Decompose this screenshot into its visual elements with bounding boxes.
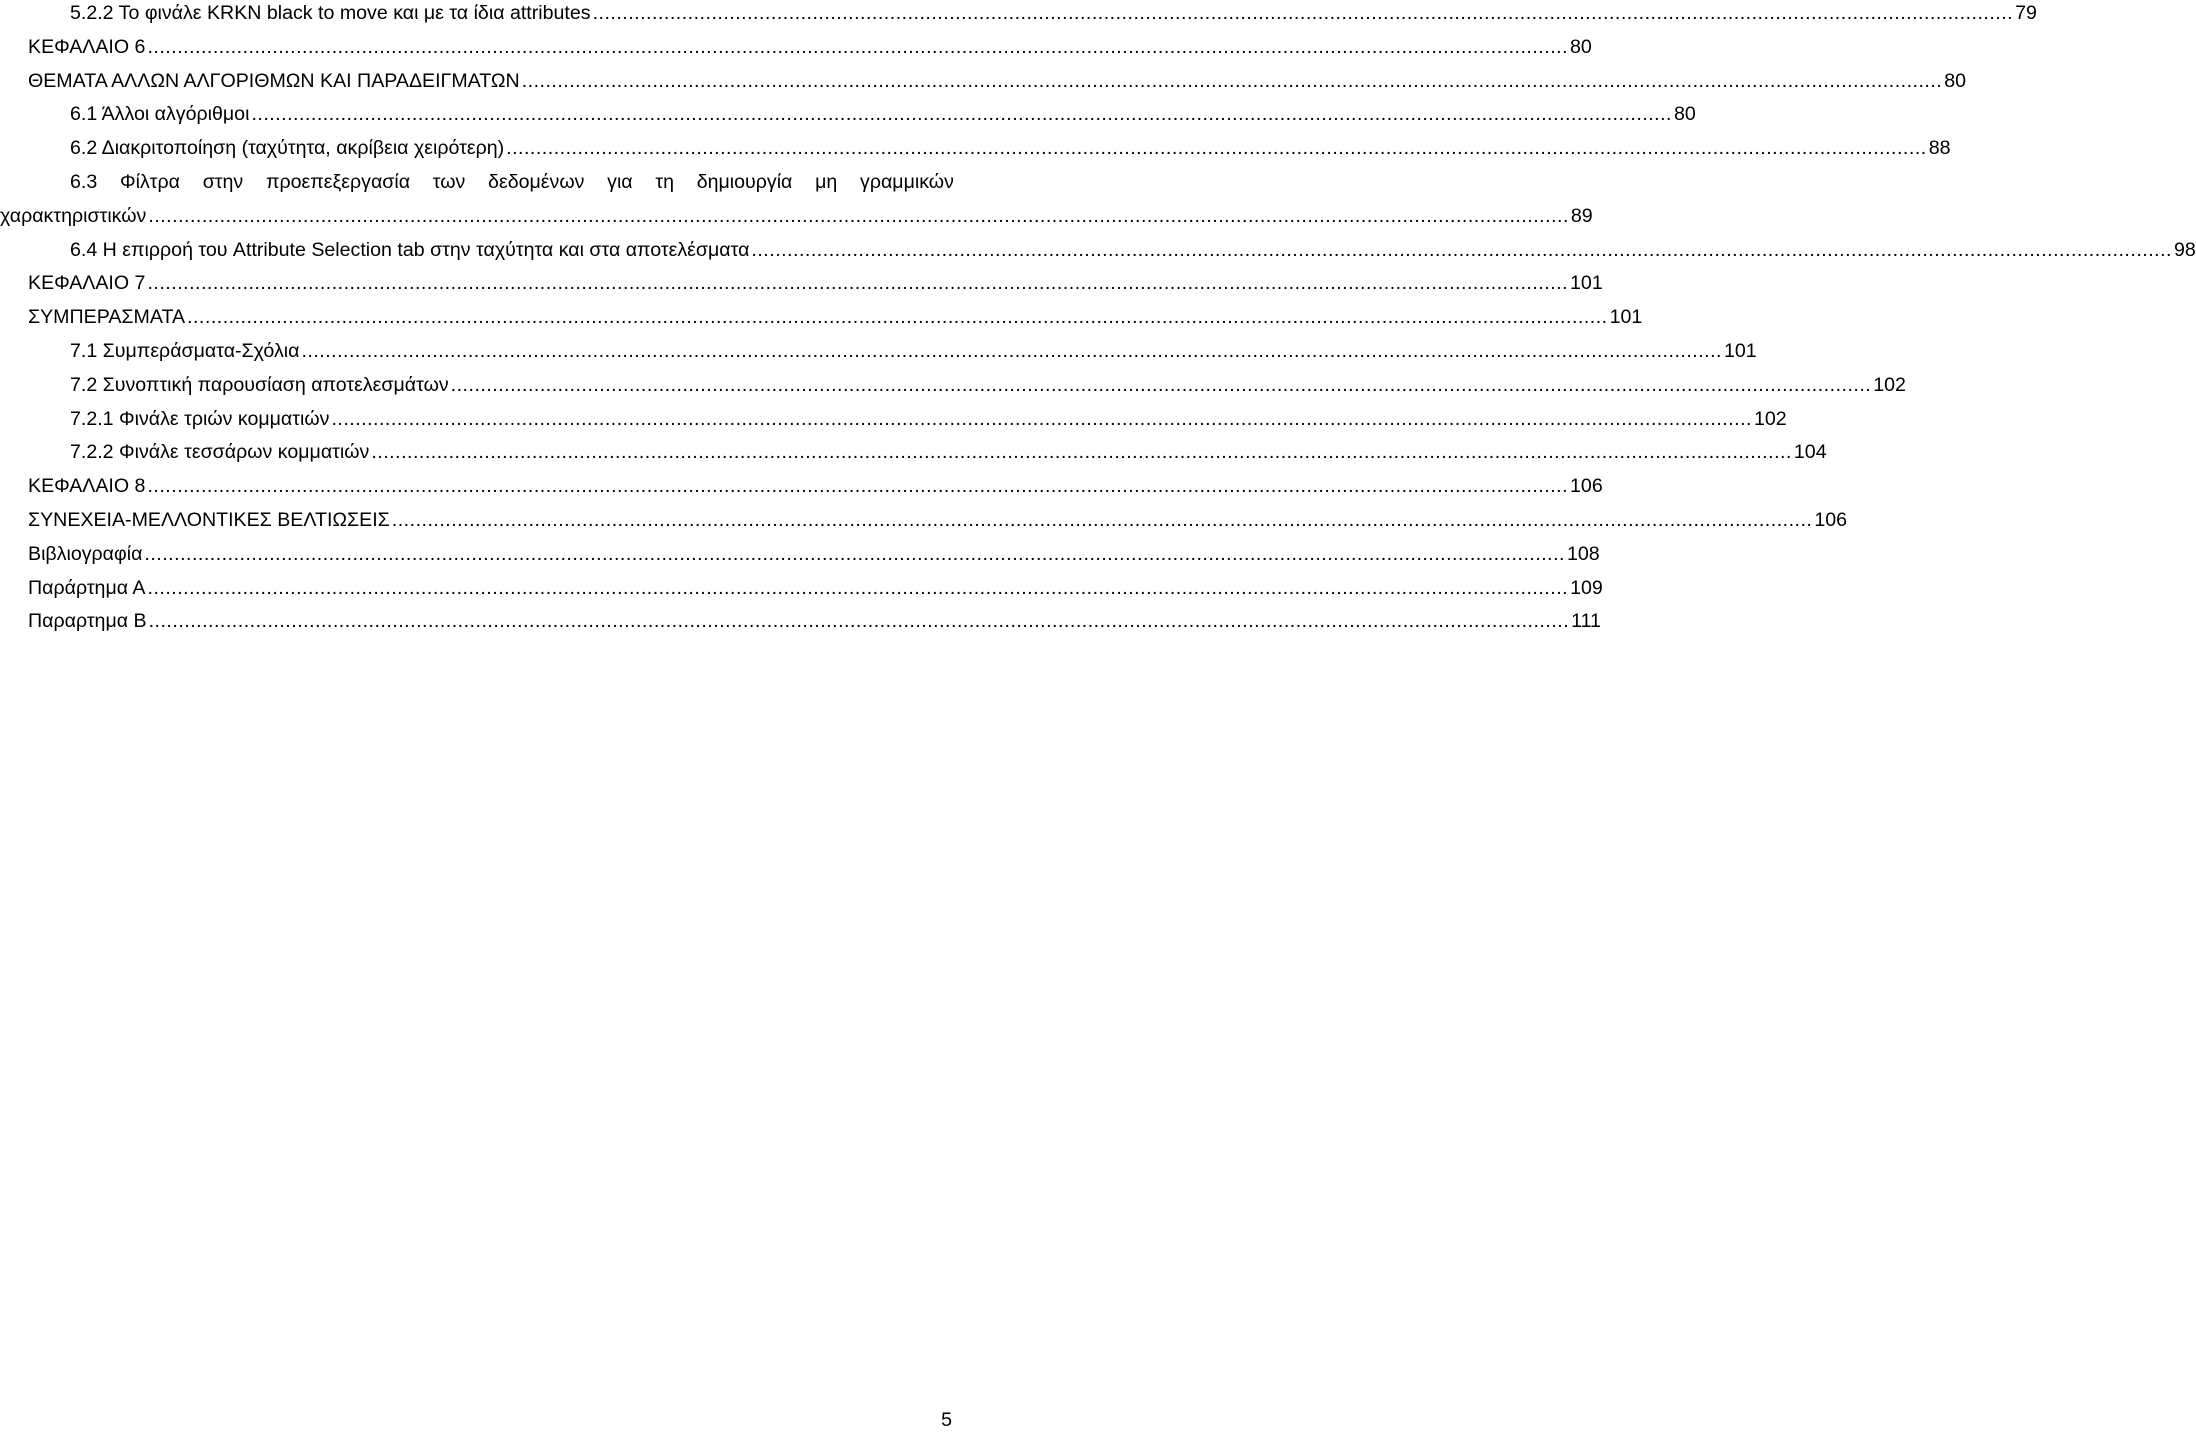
toc-entry-title: 7.2.1 Φινάλε τριών κομματιών xyxy=(70,407,330,430)
toc-entry xyxy=(28,304,1643,330)
toc-entry-appendix-a[interactable] xyxy=(28,575,1603,609)
toc-entry-page: 104 xyxy=(1793,441,1827,464)
toc-entry-page: 101 xyxy=(1724,339,1757,362)
toc-entry-title: 6.2 Διακριτοποίηση (ταχύτητα, ακρίβεια χειρότερη) xyxy=(70,137,505,160)
toc-entry-title-line1 xyxy=(28,169,956,203)
toc-entry-page: 79 xyxy=(2015,2,2037,24)
toc-entry-page: 98 xyxy=(2173,238,2196,261)
toc-entry xyxy=(28,608,1601,634)
toc-word: τη xyxy=(655,170,674,193)
toc-entry-title: ΚΕΦΑΛΑΙΟ 6 xyxy=(28,35,146,58)
toc-word: γραμμικών xyxy=(860,170,954,193)
toc-entry xyxy=(28,507,1848,533)
toc-entry-page: 109 xyxy=(1570,576,1603,599)
toc-entry-title: ΚΕΦΑΛΑΙΟ 7 xyxy=(28,272,146,295)
dot-leader xyxy=(148,575,1569,601)
toc-entry-conclusions[interactable] xyxy=(28,304,1643,338)
toc-entry-title: 7.1 Συμπεράσματα-Σχόλια xyxy=(70,339,300,362)
toc-entry-title-line2 xyxy=(0,203,1593,237)
toc-entry xyxy=(28,135,1951,161)
toc-entry-page: 88 xyxy=(1928,137,1951,160)
toc-entry xyxy=(28,338,1757,364)
toc-entry-6-1[interactable] xyxy=(28,101,1696,135)
toc-entry xyxy=(28,101,1696,127)
toc-entry-5-2-2[interactable] xyxy=(28,0,2037,34)
toc-entry-page: 80 xyxy=(1674,103,1696,126)
toc-entry xyxy=(28,541,1600,567)
page-number: 5 xyxy=(941,1409,952,1431)
toc-entry-title: Παράρτημα Α xyxy=(28,576,146,599)
toc-entry-chapter-6[interactable] xyxy=(28,34,1592,68)
toc-entry xyxy=(28,270,1603,296)
toc-entry-7-1[interactable] xyxy=(28,338,1757,372)
toc-entry-title: 6.4 Η επιρροή του Attribute Selection tab στην ταχύτητα και στα αποτελέσματα xyxy=(70,238,750,261)
dot-leader xyxy=(331,406,1752,432)
toc-entry-title: ΘΕΜΑΤΑ ΑΛΛΩΝ ΑΛΓΟΡΙΘΜΩΝ ΚΑΙ ΠΑΡΑΔΕΙΓΜΑΤΩΝ xyxy=(28,69,520,92)
toc-entry-other-algorithms-topics[interactable] xyxy=(28,68,1967,102)
toc-word: 6.3 xyxy=(70,170,98,193)
dot-leader xyxy=(187,304,1608,330)
dot-leader xyxy=(593,0,2014,26)
toc-entry xyxy=(28,575,1603,601)
toc-entry-page: 106 xyxy=(1570,475,1603,498)
toc-entry-6-4[interactable] xyxy=(28,237,2196,271)
dot-leader xyxy=(149,608,1570,634)
toc-entry-future-work[interactable] xyxy=(28,507,1848,541)
toc-entry-title: 5.2.2 Το φινάλε KRKN black to move και με τα ίδια attributes xyxy=(70,2,591,24)
toc-entry-title: 7.2 Συνοπτική παρουσίαση αποτελεσμάτων xyxy=(70,373,449,396)
toc-entry-chapter-8[interactable] xyxy=(28,473,1603,507)
toc-entry-page: 80 xyxy=(1944,69,1967,92)
toc-entry-page: 108 xyxy=(1566,542,1600,565)
dot-leader xyxy=(148,203,1569,229)
dot-leader xyxy=(144,541,1565,567)
dot-leader xyxy=(751,237,2172,263)
toc-entry-page: 102 xyxy=(1873,373,1906,396)
toc-entry xyxy=(28,68,1967,94)
toc-entry-page: 111 xyxy=(1571,610,1601,633)
toc-word: των xyxy=(432,170,466,193)
toc-entry-page: 89 xyxy=(1570,204,1593,227)
dot-leader xyxy=(522,68,1943,94)
toc-entry xyxy=(28,439,1827,465)
toc-entry-title: χαρακτηριστικών xyxy=(0,204,147,227)
toc-entry xyxy=(28,406,1787,432)
dot-leader xyxy=(451,372,1872,398)
toc-entry-page: 101 xyxy=(1609,306,1643,329)
toc-entry-appendix-b[interactable] xyxy=(28,608,1601,642)
toc-entry-page: 102 xyxy=(1754,407,1787,430)
toc-word: δεδομένων xyxy=(488,170,585,193)
toc-word: για xyxy=(607,170,633,193)
table-of-contents xyxy=(0,0,2196,642)
toc-entry-6-3[interactable] xyxy=(0,169,1593,237)
toc-entry xyxy=(28,237,2196,263)
dot-leader xyxy=(251,101,1672,127)
dot-leader xyxy=(506,135,1927,161)
toc-word: μη xyxy=(815,170,838,193)
toc-entry xyxy=(28,372,1906,398)
toc-entry xyxy=(28,473,1603,499)
toc-entry-title: 7.2.2 Φινάλε τεσσάρων κομματιών xyxy=(70,441,370,464)
toc-word: προεπεξεργασία xyxy=(265,170,411,193)
toc-word: στην xyxy=(202,170,244,193)
toc-word: Φίλτρα xyxy=(119,170,180,193)
toc-word: δημιουργία xyxy=(696,170,793,193)
dot-leader xyxy=(392,507,1813,533)
toc-entry-bibliography[interactable] xyxy=(28,541,1600,575)
toc-entry-chapter-7[interactable] xyxy=(28,270,1603,304)
toc-entry-page: 106 xyxy=(1814,508,1848,531)
toc-entry-7-2[interactable] xyxy=(28,372,1906,406)
toc-entry-title: ΣΥΜΠΕΡΑΣΜΑΤΑ xyxy=(28,306,186,329)
toc-entry-7-2-2[interactable] xyxy=(28,439,1827,473)
toc-entry-title: Βιβλιογραφία xyxy=(28,542,143,565)
dot-leader xyxy=(147,473,1568,499)
dot-leader xyxy=(371,439,1792,465)
toc-entry-7-2-1[interactable] xyxy=(28,406,1787,440)
toc-entry-6-2[interactable] xyxy=(28,135,1951,169)
toc-entry-title: ΣΥΝΕΧΕΙΑ-ΜΕΛΛΟΝΤΙΚΕΣ ΒΕΛΤΙΩΣΕΙΣ xyxy=(28,508,390,531)
toc-entry-page: 101 xyxy=(1570,272,1603,295)
toc-entry-title: ΚΕΦΑΛΑΙΟ 8 xyxy=(28,475,146,498)
toc-entry-title: 6.1 Άλλοι αλγόριθμοι xyxy=(70,103,250,126)
dot-leader xyxy=(147,270,1568,296)
toc-entry-title: Παραρτημα Β xyxy=(28,610,147,633)
dot-leader xyxy=(147,34,1568,60)
toc-entry xyxy=(28,34,1592,60)
dot-leader xyxy=(301,338,1722,364)
toc-entry-page: 80 xyxy=(1570,35,1592,58)
toc-entry xyxy=(28,0,2037,26)
